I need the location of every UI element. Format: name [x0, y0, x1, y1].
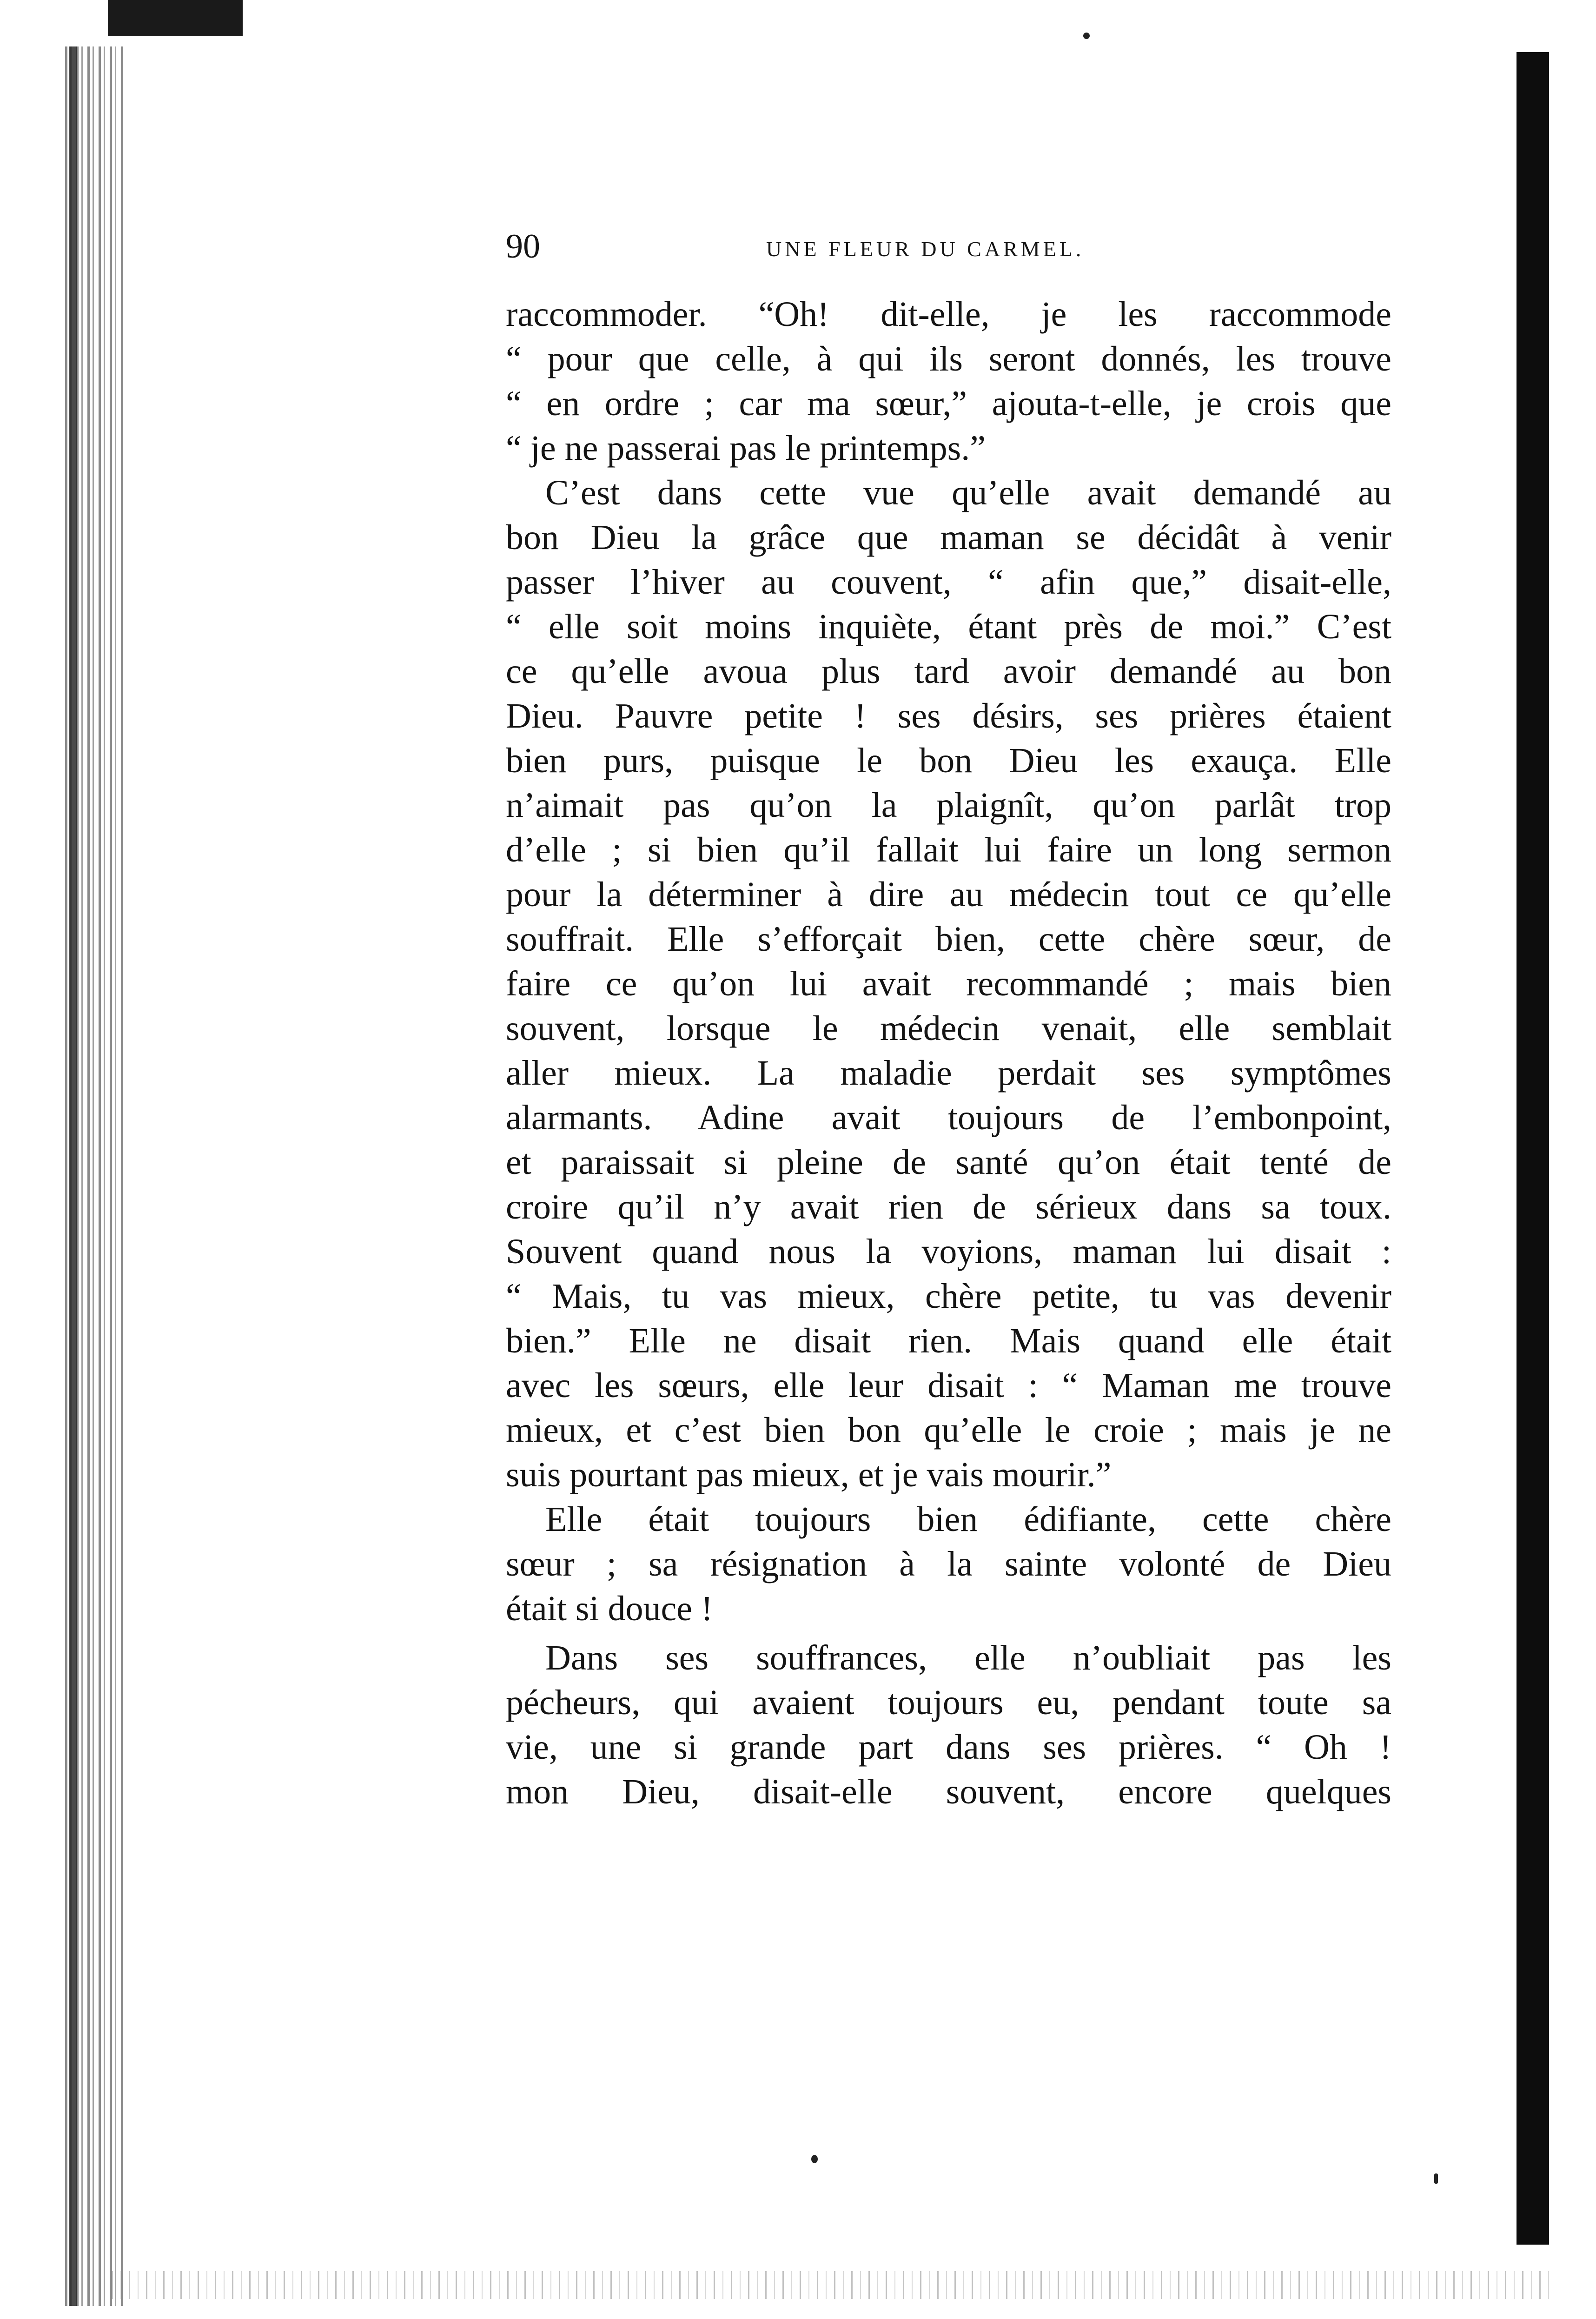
text-line: mon Dieu, disait-elle souvent, encore quelques: [506, 1772, 1391, 1811]
scan-edge-mark: [108, 0, 243, 36]
scan-speck: [1083, 33, 1090, 39]
text-line: était si douce !: [506, 1589, 713, 1628]
text-line: souvent, lorsque le médecin venait, elle semblait: [506, 1009, 1391, 1048]
running-head: UNE FLEUR DU CARMEL.: [766, 237, 1085, 261]
text-line: “ je ne passerai pas le printemps.”: [506, 429, 986, 468]
text-line: passer l’hiver au couvent, “ afin que,” disait-elle,: [506, 563, 1391, 602]
text-line: raccommoder. “Oh! dit-elle, je les raccommode: [506, 295, 1391, 334]
text-line: n’aimait pas qu’on la plaignît, qu’on parlât trop: [506, 786, 1391, 825]
text-line: pour la déterminer à dire au médecin tout ce qu’elle: [506, 875, 1391, 914]
page-number: 90: [506, 227, 540, 265]
text-line: souffrait. Elle s’efforçait bien, cette chère sœur, de: [506, 920, 1391, 959]
text-line: bien purs, puisque le bon Dieu les exauça. Elle: [506, 741, 1391, 780]
text-line: et paraissait si pleine de santé qu’on était tenté de: [506, 1143, 1391, 1182]
body-text: [506, 292, 1391, 1814]
text-line: croire qu’il n’y avait rien de sérieux dans sa toux.: [506, 1187, 1391, 1226]
text-line: Souvent quand nous la voyions, maman lui disait :: [506, 1232, 1391, 1271]
text-line: “ en ordre ; car ma sœur,” ajouta-t-elle, je crois que: [506, 384, 1391, 423]
text-line: C’est dans cette vue qu’elle avait demandé au: [545, 473, 1391, 512]
binding-edge: [69, 46, 77, 2306]
text-line: “ elle soit moins inquiète, étant près de moi.” C’est: [506, 607, 1391, 646]
page-header: [506, 225, 1147, 267]
text-line: avec les sœurs, elle leur disait : “ Maman me trouve: [506, 1366, 1391, 1405]
scan-speck: [1434, 2173, 1438, 2184]
text-line: pécheurs, qui avaient toujours eu, pendant toute sa: [506, 1683, 1391, 1722]
scan-right-border: [1517, 52, 1549, 2245]
text-line: alarmants. Adine avait toujours de l’embonpoint,: [506, 1098, 1391, 1137]
text-line: “ Mais, tu vas mieux, chère petite, tu vas devenir: [506, 1277, 1391, 1316]
text-line: Dieu. Pauvre petite ! ses désirs, ses prières étaient: [506, 696, 1391, 735]
text-line: vie, une si grande part dans ses prières. “ Oh !: [506, 1728, 1391, 1767]
text-line: d’elle ; si bien qu’il fallait lui faire un long sermon: [506, 830, 1391, 869]
text-line: bon Dieu la grâce que maman se décidât à venir: [506, 518, 1391, 557]
scan-speck: [811, 2155, 818, 2163]
text-line: ce qu’elle avoua plus tard avoir demandé au bon: [506, 652, 1391, 691]
text-line: sœur ; sa résignation à la sainte volonté de Dieu: [506, 1544, 1391, 1584]
text-line: Elle était toujours bien édifiante, cette chère: [545, 1500, 1391, 1539]
text-line: mieux, et c’est bien bon qu’elle le croie ; mais je ne: [506, 1411, 1391, 1450]
scan-bottom-noise: [112, 2271, 1553, 2299]
text-line: “ pour que celle, à qui ils seront donnés, les trouve: [506, 339, 1391, 378]
text-line: suis pourtant pas mieux, et je vais mourir.”: [506, 1455, 1112, 1494]
text-line: bien.” Elle ne disait rien. Mais quand elle était: [506, 1321, 1391, 1360]
text-line: faire ce qu’on lui avait recommandé ; mais bien: [506, 964, 1391, 1003]
text-line: aller mieux. La maladie perdait ses symptômes: [506, 1053, 1391, 1093]
text-line: Dans ses souffrances, elle n’oubliait pas les: [545, 1638, 1391, 1677]
